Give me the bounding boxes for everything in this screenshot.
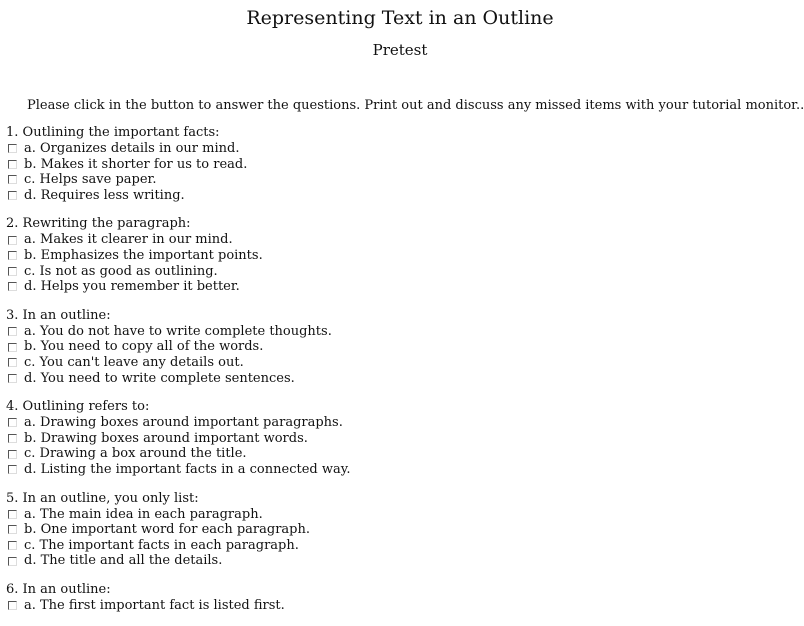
answer-option-label: d. Listing the important facts in a connected way. bbox=[24, 461, 351, 477]
answer-option-label: b. Emphasizes the important points. bbox=[24, 247, 263, 263]
instructions-text: Please click in the button to answer the questions. Print out and discuss any missed items with your tutorial monitor.. bbox=[27, 98, 804, 113]
radio-button[interactable] bbox=[8, 160, 17, 169]
answer-option[interactable] bbox=[6, 553, 796, 569]
radio-button[interactable] bbox=[8, 236, 17, 245]
radio-button[interactable] bbox=[8, 557, 17, 566]
radio-button[interactable] bbox=[8, 465, 17, 474]
radio-button[interactable] bbox=[8, 282, 17, 291]
answer-option-label: b. You need to copy all of the words. bbox=[24, 339, 264, 355]
radio-button[interactable] bbox=[8, 541, 17, 550]
question-text: 1. Outlining the important facts: bbox=[6, 125, 220, 140]
answer-option-label: a. Makes it clearer in our mind. bbox=[24, 232, 233, 248]
answer-option[interactable] bbox=[6, 538, 796, 554]
question-text: 5. In an outline, you only list: bbox=[6, 490, 199, 506]
radio-button[interactable] bbox=[8, 175, 17, 184]
answer-option-label: b. Makes it shorter for us to read. bbox=[24, 156, 248, 172]
radio-button[interactable] bbox=[8, 343, 17, 352]
answer-option[interactable] bbox=[6, 248, 796, 264]
answer-option-label: d. You need to write complete sentences. bbox=[24, 370, 295, 386]
question-block bbox=[6, 125, 796, 203]
radio-button[interactable] bbox=[8, 267, 17, 276]
question-text: 2. Rewriting the paragraph: bbox=[6, 216, 191, 232]
question-text: 3. In an outline: bbox=[6, 307, 111, 323]
answer-option-label: b. One important word for each paragraph. bbox=[24, 522, 310, 538]
radio-button[interactable] bbox=[8, 601, 17, 610]
radio-button[interactable] bbox=[8, 144, 17, 153]
page-title: Representing Text in an Outline bbox=[246, 7, 554, 29]
question-list bbox=[6, 125, 796, 626]
answer-option-label: d. The title and all the details. bbox=[24, 553, 223, 569]
radio-button[interactable] bbox=[8, 418, 17, 427]
answer-option[interactable] bbox=[6, 279, 796, 295]
question-block bbox=[6, 399, 796, 477]
radio-button[interactable] bbox=[8, 525, 17, 534]
answer-option-label: d. Helps you remember it better. bbox=[24, 279, 240, 295]
answer-option[interactable] bbox=[6, 264, 796, 280]
answer-option-label: c. Drawing a box around the title. bbox=[24, 446, 247, 462]
question-block bbox=[6, 582, 796, 614]
answer-option-label: c. The important facts in each paragraph. bbox=[24, 537, 299, 553]
answer-option[interactable] bbox=[6, 141, 796, 157]
answer-option[interactable] bbox=[6, 371, 796, 387]
answer-option-label: a. Drawing boxes around important paragraphs. bbox=[24, 415, 343, 431]
page-subtitle: Pretest bbox=[372, 41, 428, 59]
answer-option-label: a. The first important fact is listed first. bbox=[24, 597, 285, 613]
answer-option[interactable] bbox=[6, 188, 796, 204]
question-block bbox=[6, 308, 796, 386]
radio-button[interactable] bbox=[8, 510, 17, 519]
answer-option[interactable] bbox=[6, 355, 796, 371]
question-block bbox=[6, 216, 796, 294]
answer-option-label: c. You can't leave any details out. bbox=[24, 354, 244, 370]
answer-option[interactable] bbox=[6, 446, 796, 462]
question-text: 6. In an outline: bbox=[6, 581, 111, 597]
answer-option[interactable] bbox=[6, 324, 796, 340]
answer-option-label: c. Is not as good as outlining. bbox=[24, 263, 218, 279]
question-block bbox=[6, 491, 796, 569]
question-text: 4. Outlining refers to: bbox=[6, 399, 150, 415]
answer-option-label: b. Drawing boxes around important words. bbox=[24, 430, 308, 446]
radio-button[interactable] bbox=[8, 191, 17, 200]
radio-button[interactable] bbox=[8, 327, 17, 336]
answer-option[interactable] bbox=[6, 172, 796, 188]
answer-option[interactable] bbox=[6, 415, 796, 431]
answer-option-label: c. Helps save paper. bbox=[24, 172, 157, 188]
answer-option[interactable] bbox=[6, 522, 796, 538]
answer-option-label: a. The main idea in each paragraph. bbox=[24, 506, 263, 522]
answer-option-label: d. Requires less writing. bbox=[24, 187, 185, 203]
radio-button[interactable] bbox=[8, 358, 17, 367]
radio-button[interactable] bbox=[8, 450, 17, 459]
radio-button[interactable] bbox=[8, 251, 17, 260]
answer-option[interactable] bbox=[6, 157, 796, 173]
answer-option[interactable] bbox=[6, 431, 796, 447]
answer-option[interactable] bbox=[6, 462, 796, 478]
answer-option[interactable] bbox=[6, 339, 796, 355]
answer-option-label: a. You do not have to write complete thoughts. bbox=[24, 323, 332, 339]
answer-option[interactable] bbox=[6, 507, 796, 523]
radio-button[interactable] bbox=[8, 434, 17, 443]
answer-option[interactable] bbox=[6, 232, 796, 248]
answer-option[interactable] bbox=[6, 598, 796, 614]
radio-button[interactable] bbox=[8, 374, 17, 383]
answer-option-label: a. Organizes details in our mind. bbox=[24, 141, 240, 156]
